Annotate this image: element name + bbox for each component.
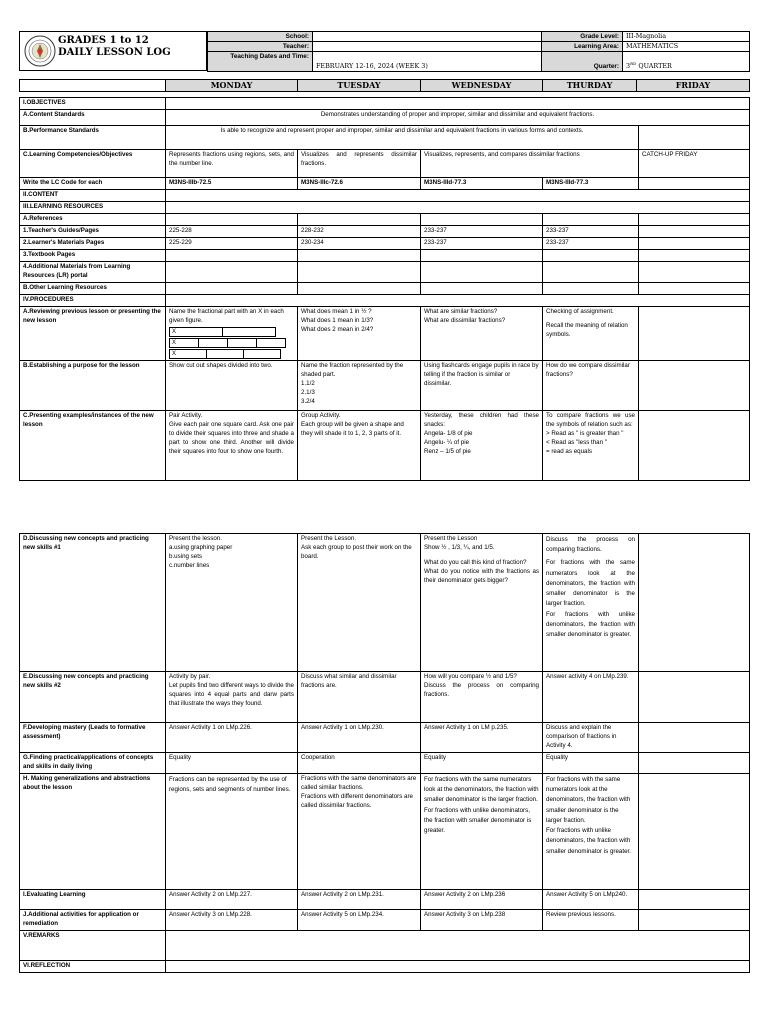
e-monday-line: Activity by pair. <box>169 673 211 680</box>
i-monday: Answer Activity 2 on LMp.227. <box>166 889 298 909</box>
h-thursday-line: For fractions with unlike denominators, the fraction with smaller denominator is greater. <box>546 827 631 855</box>
lm-monday: 225-229 <box>166 237 298 249</box>
day-tuesday: TUESDAY <box>298 80 421 92</box>
document-title <box>58 35 171 59</box>
d-tuesday <box>298 534 421 672</box>
a-thursday-line: Checking of assignment. <box>546 307 614 315</box>
b-tuesday-line: 2.1/3 <box>301 388 315 396</box>
j-wednesday: Answer Activity 3 on LMp.238 <box>421 909 543 930</box>
e-monday <box>166 672 298 723</box>
b-tuesday <box>298 360 421 410</box>
b-tuesday-line: 1.1/2 <box>301 379 315 387</box>
g-monday: Equality <box>166 753 298 774</box>
j-tuesday: Answer Activity 5 on LMp.234. <box>298 909 421 930</box>
c-tuesday <box>298 410 421 480</box>
row-references-label: A.References <box>20 213 166 225</box>
tg-monday: 225-228 <box>166 225 298 237</box>
c-thursday-line: To compare fractions we use the symbols of relation such as: <box>546 411 635 428</box>
lesson-log-table-part2 <box>19 533 750 973</box>
a-monday <box>166 306 298 360</box>
row-objectives-label: I.OBJECTIVES <box>20 98 166 110</box>
a-wednesday-line: What are dissimilar fractions? <box>424 316 506 324</box>
d-monday-line: b.using sets <box>169 552 203 560</box>
c-tuesday-line: Each group will be given a shape and they will shade it to 1, 2, 3 parts of it. <box>301 420 404 437</box>
competency-wed-thu: Visualizes, represents, and compares dissimilar fractions <box>421 149 639 177</box>
row-textbook-label: 3.Textbook Pages <box>20 249 166 261</box>
teaching-dates-label: Teaching Dates and Time: <box>208 52 313 72</box>
row-content-standards-label: A.Content Standards <box>20 109 166 125</box>
c-monday <box>166 410 298 480</box>
a-thursday-line: Recall the meaning of relation symbols. <box>546 321 628 338</box>
competency-tuesday: Visualizes and represents dissimilar fractions. <box>298 149 421 177</box>
f-wednesday: Answer Activity 1 on LM p.235. <box>421 723 543 753</box>
lm-thursday: 233-237 <box>543 237 639 249</box>
tg-tuesday: 228-232 <box>298 225 421 237</box>
row-performance-standards-label: B.Performance Standards <box>20 125 166 149</box>
competency-monday: Represents fractions using regions, sets, and the number line. <box>166 149 298 177</box>
c-monday-line: Give each pair one square card. Ask one pair to divide their squares into three and shade a part to show one third. Another will divide their squares into four to show one fourth. <box>169 420 294 455</box>
day-monday: MONDAY <box>166 80 298 92</box>
row-procedures-label: IV.PROCEDURES <box>20 294 166 306</box>
c-wednesday-line: Angela- 1/8 of pie <box>424 429 473 437</box>
j-monday: Answer Activity 3 on LMp.228. <box>166 909 298 930</box>
c-thursday-line: > Read as " is greater than " <box>546 429 624 437</box>
row-competencies-label: C.Learning Competencies/Objectives <box>20 149 166 177</box>
h-tuesday-line: Fractions with different denominators are called dissimilar fractions. <box>301 792 414 809</box>
figure-cell-x: X <box>170 349 207 358</box>
e-wednesday <box>421 672 543 723</box>
d-wednesday-line: Present the Lesson <box>424 535 478 542</box>
lc-code-monday: M3NS-IIIb-72.5 <box>166 177 298 189</box>
g-tuesday: Cooperation <box>298 753 421 774</box>
b-monday: Show cut out shapes divided into two. <box>166 360 298 410</box>
row-e-discussing-2-label: E.Discussing new concepts and practicing new skills #2 <box>20 672 166 723</box>
c-thursday-line: = read as equals <box>546 447 592 455</box>
row-j-additional-label: J.Additional activities for application or remediation <box>20 909 166 930</box>
a-tuesday-line: What does mean 1 in ½ ? <box>301 307 372 315</box>
day-thursday: THURDAY <box>543 80 637 92</box>
a-tuesday <box>298 306 421 360</box>
row-i-evaluating-label: I.Evaluating Learning <box>20 889 166 909</box>
quarter-value: 3RD QUARTER <box>623 52 750 72</box>
day-header-row <box>19 79 750 92</box>
d-thursday-line: For fractions with unlike denominators, the fraction with smaller denominator is greater. <box>546 610 635 639</box>
competency-friday: CATCH-UP FRIDAY <box>639 149 750 177</box>
h-tuesday-line: Fractions with the same denominators are called similar fractions. <box>301 774 417 791</box>
d-wednesday-line: Show ½ , 1/3, ¼, and 1/5. <box>424 543 495 551</box>
e-wednesday-line: How will you compare ½ and 1/5? <box>424 673 517 680</box>
h-tuesday <box>298 773 421 889</box>
header-logo-block <box>19 31 207 71</box>
row-remarks-label: V.REMARKS <box>20 930 166 960</box>
row-f-mastery-label: F.Developing mastery (Leads to formative assessment) <box>20 723 166 753</box>
a-wednesday-line: What are similar fractions? <box>424 307 498 315</box>
figure-cell-x: X <box>170 338 199 347</box>
b-thursday: How do we compare dissimilar fractions? <box>543 360 639 410</box>
header-meta-table <box>207 31 750 72</box>
d-thursday <box>543 534 639 672</box>
row-g-applications-label: G.Finding practical/applications of concepts and skills in daily living <box>20 753 166 774</box>
grade-level-value: III-Magnolia <box>623 32 750 42</box>
e-tuesday: Discuss what similar and dissimilar fractions are. <box>298 672 421 723</box>
row-a-reviewing-label: A.Reviewing previous lesson or presenting the new lesson <box>20 306 166 360</box>
title-line-1: GRADES 1 to 12 <box>58 35 149 46</box>
quarter-label: Quarter: <box>542 52 623 72</box>
f-thursday: Discuss and explain the comparison of fractions in Activity 4. <box>543 723 639 753</box>
lc-code-wednesday: M3NS-IIId-77.3 <box>421 177 543 189</box>
title-line-2: DAILY LESSON LOG <box>58 47 171 58</box>
i-tuesday: Answer Activity 2 on LMp.231. <box>298 889 421 909</box>
h-wednesday-line: For fractions with unlike denominators, the fraction with smaller denominator is greater. <box>424 806 532 835</box>
h-thursday-line: For fractions with the same numerators look at the denominators, the fraction with smaller denominator is the larger fraction. <box>546 775 631 824</box>
f-tuesday: Answer Activity 1 on LMp.230. <box>298 723 421 753</box>
c-wednesday-line: Renz – 1/5 of pie <box>424 447 471 455</box>
row-content-label: II.CONTENT <box>20 189 166 201</box>
d-tuesday-line: Ask each group to post their work on the board. <box>301 543 412 560</box>
d-thursday-line: For fractions with the same numerators look at the denominators, the fraction with smaller denominator is the larger fraction. <box>546 559 635 608</box>
lc-code-thursday: M3NS-IIId-77.3 <box>543 177 639 189</box>
row-additional-materials-label: 4.Additional Materials from Learning Resources (LR) portal <box>20 261 166 282</box>
fraction-figure <box>169 338 286 348</box>
row-h-generalizations-label: H. Making generalizations and abstractions about the lesson <box>20 773 166 889</box>
a-thursday <box>543 306 639 360</box>
lc-code-tuesday: M3NS-IIIc-72.6 <box>298 177 421 189</box>
d-thursday-line: Discuss the process on comparing fractions. <box>546 536 635 554</box>
figure-cell-x: X <box>170 327 223 336</box>
row-reflection-label: VI.REFLECTION <box>20 960 166 972</box>
c-thursday-line: < Read as "less than " <box>546 438 607 446</box>
performance-standards-text: Is able to recognize and represent proper and improper, similar and dissimilar and equivalent fractions in various forms and contexts. <box>166 125 639 149</box>
c-wednesday <box>421 410 543 480</box>
day-header-blank <box>20 80 166 92</box>
teaching-dates-value: FEBRUARY 12-16, 2024 (WEEK 3) <box>313 52 542 72</box>
learning-area-value: MATHEMATICS <box>623 42 750 52</box>
d-monday-line: a.using graphing paper <box>169 543 233 551</box>
i-wednesday: Answer Activity 2 on LMp.236 <box>421 889 543 909</box>
row-lc-code-label: Write the LC Code for each <box>20 177 166 189</box>
g-thursday: Equality <box>543 753 639 774</box>
row-b-purpose-label: B.Establishing a purpose for the lesson <box>20 360 166 410</box>
h-wednesday <box>421 773 543 889</box>
row-learners-materials-label: 2.Learner's Materials Pages <box>20 237 166 249</box>
day-wednesday: WEDNESDAY <box>421 80 543 92</box>
row-c-presenting-label: C.Presenting examples/instances of the new lesson <box>20 410 166 480</box>
row-teachers-guide-label: 1.Teacher's Guides/Pages <box>20 225 166 237</box>
teacher-value <box>313 42 542 52</box>
lm-wednesday: 233-237 <box>421 237 543 249</box>
lm-tuesday: 230-234 <box>298 237 421 249</box>
h-monday: Fractions can be represented by the use of regions, sets and segments of number lines. <box>166 773 298 889</box>
e-thursday: Answer activity 4 on LMp.239. <box>543 672 639 723</box>
tg-thursday: 233-237 <box>543 225 639 237</box>
f-monday: Answer Activity 1 on LMp.226. <box>166 723 298 753</box>
i-thursday: Answer Activity 5 on LMp240. <box>543 889 639 909</box>
school-label: School: <box>208 32 313 42</box>
deped-seal-icon <box>24 35 56 67</box>
d-monday-line: Present the lesson. <box>169 535 222 542</box>
d-tuesday-line: Present the Lesson. <box>301 535 357 542</box>
d-monday-line: c.number lines <box>169 561 210 569</box>
row-d-discussing-1-label: D.Discussing new concepts and practicing new skills #1 <box>20 534 166 672</box>
b-tuesday-line: Name the fraction represented by the shaded part. <box>301 361 404 378</box>
d-wednesday-line: What do you call this kind of fraction? <box>424 558 527 566</box>
d-wednesday-line: What do you notice with the fractions as their denominator gets bigger? <box>424 567 539 584</box>
a-tuesday-line: What does 1 mean in 1/3? <box>301 316 374 324</box>
j-thursday: Review previous lessons. <box>543 909 639 930</box>
fraction-figure <box>169 327 276 337</box>
b-wednesday: Using flashcards engage pupils in race by telling if the fraction is similar or dissimilar. <box>421 360 543 410</box>
e-monday-line: Let pupils find two different ways to divide the squares into 4 equal parts and darw parts that illustrate the ways they found. <box>169 681 294 707</box>
c-tuesday-line: Group Activity. <box>301 411 341 419</box>
a-monday-text: Name the fractional part with an X in each given figure. <box>169 307 284 324</box>
lesson-log-table-part1 <box>19 97 750 481</box>
school-value <box>313 32 542 42</box>
teacher-label: Teacher: <box>208 42 313 52</box>
grade-level-label: Grade Level: <box>542 32 623 42</box>
content-standards-text: Demonstrates understanding of proper and improper, similar and dissimilar and equivalent fractions. <box>166 109 750 125</box>
row-other-resources-label: B.Other Learning Resources <box>20 282 166 294</box>
b-tuesday-line: 3.2/4 <box>301 397 315 405</box>
c-thursday <box>543 410 639 480</box>
d-monday <box>166 534 298 672</box>
row-learning-resources-label: III.LEARNING RESOURCES <box>20 201 166 213</box>
c-wednesday-line: Angelu- ¼ of pie <box>424 438 470 446</box>
d-wednesday <box>421 534 543 672</box>
fraction-figure <box>169 349 281 359</box>
c-monday-line: Pair Activity. <box>169 411 203 419</box>
a-tuesday-line: What does 2 mean in 2/4? <box>301 325 374 333</box>
h-thursday <box>543 773 639 889</box>
tg-wednesday: 233-237 <box>421 225 543 237</box>
learning-area-label: Learning Area: <box>542 42 623 52</box>
a-wednesday <box>421 306 543 360</box>
c-wednesday-line: Yesterday, these children had these snacks: <box>424 411 539 428</box>
h-wednesday-line: For fractions with the same numerators look at the denominators, the fraction with smaller denominator is the larger fraction. <box>424 775 539 804</box>
g-wednesday: Equality <box>421 753 543 774</box>
day-friday: FRIDAY <box>637 80 750 92</box>
e-wednesday-line: Discuss the process on comparing fractions. <box>424 681 539 698</box>
